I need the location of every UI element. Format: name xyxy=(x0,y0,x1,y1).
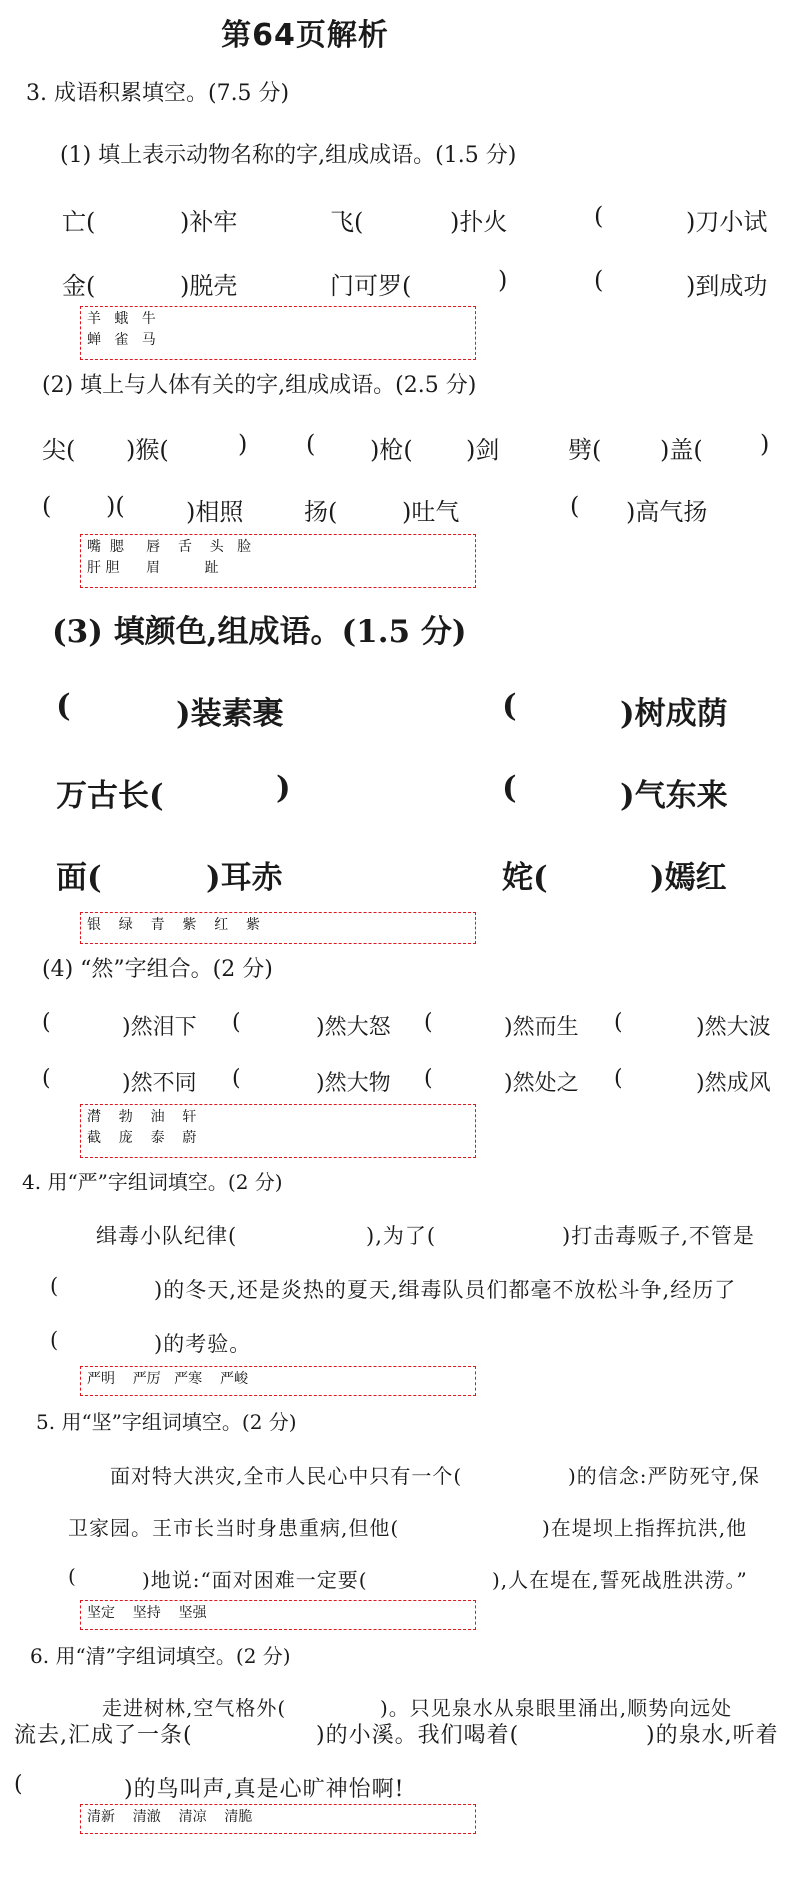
q3-p2-answer-box xyxy=(80,534,476,588)
blank-text: )装素裹 xyxy=(176,696,284,732)
answer-line: 严明 严厉 严寒 严峻 xyxy=(87,1371,248,1387)
para-text: 缉毒小队纪律( xyxy=(96,1224,238,1248)
blank-text: 面( xyxy=(56,860,102,896)
q5-answer-box xyxy=(80,1600,476,1630)
blank-text: ) xyxy=(760,430,770,458)
para-text: 卫家园。王市长当时身患重病,但他( xyxy=(68,1516,400,1540)
blank-text: )然成风 xyxy=(696,1071,771,1096)
blank-text: 姹( xyxy=(502,860,548,896)
q3-heading: 3. 成语积累填空。(7.5 分) xyxy=(26,81,290,106)
blank-text: )相照 xyxy=(186,498,244,526)
blank-text: ( xyxy=(42,492,52,520)
answer-line: 肝 胆 眉 趾 xyxy=(87,560,219,576)
answer-line: 截 庞 泰 蔚 xyxy=(87,1130,197,1146)
q3-p3-answer-box xyxy=(80,912,476,944)
blank-text: )脱壳 xyxy=(180,272,238,300)
q3-p4-answer-box xyxy=(80,1104,476,1158)
para-text: ( xyxy=(14,1772,24,1797)
blank-text: 亡( xyxy=(62,208,96,236)
blank-text: )然大物 xyxy=(316,1071,391,1096)
blank-text: ( xyxy=(614,1010,623,1035)
blank-text: )刀小试 xyxy=(686,208,768,236)
blank-text: ( xyxy=(594,266,604,294)
page-title: 第64页解析 xyxy=(221,18,389,53)
blank-text: ( xyxy=(594,202,604,230)
q5-heading: 5. 用“坚”字组词填空。(2 分) xyxy=(36,1410,297,1434)
blank-text: ( xyxy=(614,1066,623,1091)
answer-line: 银 绿 青 紫 红 紫 xyxy=(87,917,261,933)
blank-text: ( xyxy=(570,492,580,520)
q4-heading: 4. 用“严”字组词填空。(2 分) xyxy=(22,1170,283,1194)
blank-text: 劈( xyxy=(568,436,602,464)
answer-line: 清新 清澈 清凉 清脆 xyxy=(87,1809,253,1825)
answer-line: 羊 蛾 牛 xyxy=(87,311,156,327)
blank-text: ( xyxy=(56,688,71,724)
blank-text: 门可罗( xyxy=(330,272,412,300)
para-text: ( xyxy=(50,1328,60,1352)
para-text: )地说:“面对困难一定要( xyxy=(142,1568,368,1592)
blank-text: )气东来 xyxy=(620,778,728,814)
blank-text: ( xyxy=(424,1010,433,1035)
blank-text: )扑火 xyxy=(450,208,508,236)
para-text: )的泉水,听着 xyxy=(646,1723,779,1748)
blank-text: )高气扬 xyxy=(626,498,708,526)
blank-text: 万古长( xyxy=(56,778,164,814)
para-text: )的考验。 xyxy=(154,1332,252,1356)
blank-text: )吐气 xyxy=(402,498,460,526)
blank-text: )盖( xyxy=(660,436,703,464)
para-text: ( xyxy=(50,1274,60,1298)
blank-text: 飞( xyxy=(330,208,364,236)
blank-text: )猴( xyxy=(126,436,169,464)
blank-text: )剑 xyxy=(466,436,500,464)
q3-p1-answer-box xyxy=(80,306,476,360)
blank-text: )然大怒 xyxy=(316,1015,391,1040)
blank-text: ) xyxy=(498,266,508,294)
para-text: 流去,汇成了一条( xyxy=(14,1723,193,1748)
blank-text: )然不同 xyxy=(122,1071,197,1096)
answer-line: 嘴 腮 唇 舌 头 脸 xyxy=(87,539,252,555)
blank-text: 尖( xyxy=(42,436,76,464)
para-text: 走进树林,空气格外( xyxy=(102,1696,287,1720)
blank-text: ( xyxy=(232,1066,241,1091)
blank-text: ) xyxy=(276,770,291,806)
blank-text: )树成荫 xyxy=(620,696,728,732)
q3-p3-heading: (3) 填颜色,组成语。(1.5 分) xyxy=(52,614,467,650)
para-text: )。只见泉水从泉眼里涌出,顺势向远处 xyxy=(380,1696,733,1720)
para-text: ),为了( xyxy=(366,1224,437,1248)
blank-text: )然而生 xyxy=(504,1015,579,1040)
para-text: ( xyxy=(68,1564,77,1588)
q3-p2-heading: (2) 填上与人体有关的字,组成成语。(2.5 分) xyxy=(42,373,477,398)
blank-text: )到成功 xyxy=(686,272,768,300)
blank-text: ( xyxy=(306,430,316,458)
blank-text: ( xyxy=(232,1010,241,1035)
q6-answer-box xyxy=(80,1804,476,1834)
blank-text: ( xyxy=(42,1010,51,1035)
blank-text: 金( xyxy=(62,272,96,300)
blank-text: )耳赤 xyxy=(206,860,283,896)
blank-text: ( xyxy=(42,1066,51,1091)
blank-text: )然大波 xyxy=(696,1015,771,1040)
q4-answer-box xyxy=(80,1366,476,1396)
blank-text: 扬( xyxy=(304,498,338,526)
para-text: )的鸟叫声,真是心旷神怡啊! xyxy=(124,1777,405,1802)
para-text: )在堤坝上指挥抗洪,他 xyxy=(542,1516,748,1540)
q3-p4-heading: (4) “然”字组合。(2 分) xyxy=(42,957,273,982)
blank-text: )补牢 xyxy=(180,208,238,236)
blank-text: )枪( xyxy=(370,436,413,464)
para-text: )的信念:严防死守,保 xyxy=(568,1464,760,1488)
answer-line: 坚定 坚持 坚强 xyxy=(87,1605,207,1621)
answer-line: 潸 勃 油 轩 xyxy=(87,1109,197,1125)
blank-text: )嫣红 xyxy=(650,860,727,896)
blank-text: )( xyxy=(106,492,125,520)
blank-text: )然泪下 xyxy=(122,1015,197,1040)
q3-p1-heading: (1) 填上表示动物名称的字,组成成语。(1.5 分) xyxy=(60,143,517,168)
answer-line: 蝉 雀 马 xyxy=(87,332,156,348)
para-text: 面对特大洪灾,全市人民心中只有一个( xyxy=(110,1464,463,1488)
para-text: )的小溪。我们喝着( xyxy=(316,1723,520,1748)
para-text: )打击毒贩子,不管是 xyxy=(562,1224,755,1248)
para-text: ),人在堤在,誓死战胜洪涝。” xyxy=(492,1568,748,1592)
para-text: )的冬天,还是炎热的夏天,缉毒队员们都毫不放松斗争,经历了 xyxy=(154,1278,737,1302)
blank-text: ( xyxy=(502,688,517,724)
q6-heading: 6. 用“清”字组词填空。(2 分) xyxy=(30,1644,291,1668)
blank-text: ) xyxy=(238,430,248,458)
blank-text: ( xyxy=(502,770,517,806)
blank-text: )然处之 xyxy=(504,1071,579,1096)
blank-text: ( xyxy=(424,1066,433,1091)
